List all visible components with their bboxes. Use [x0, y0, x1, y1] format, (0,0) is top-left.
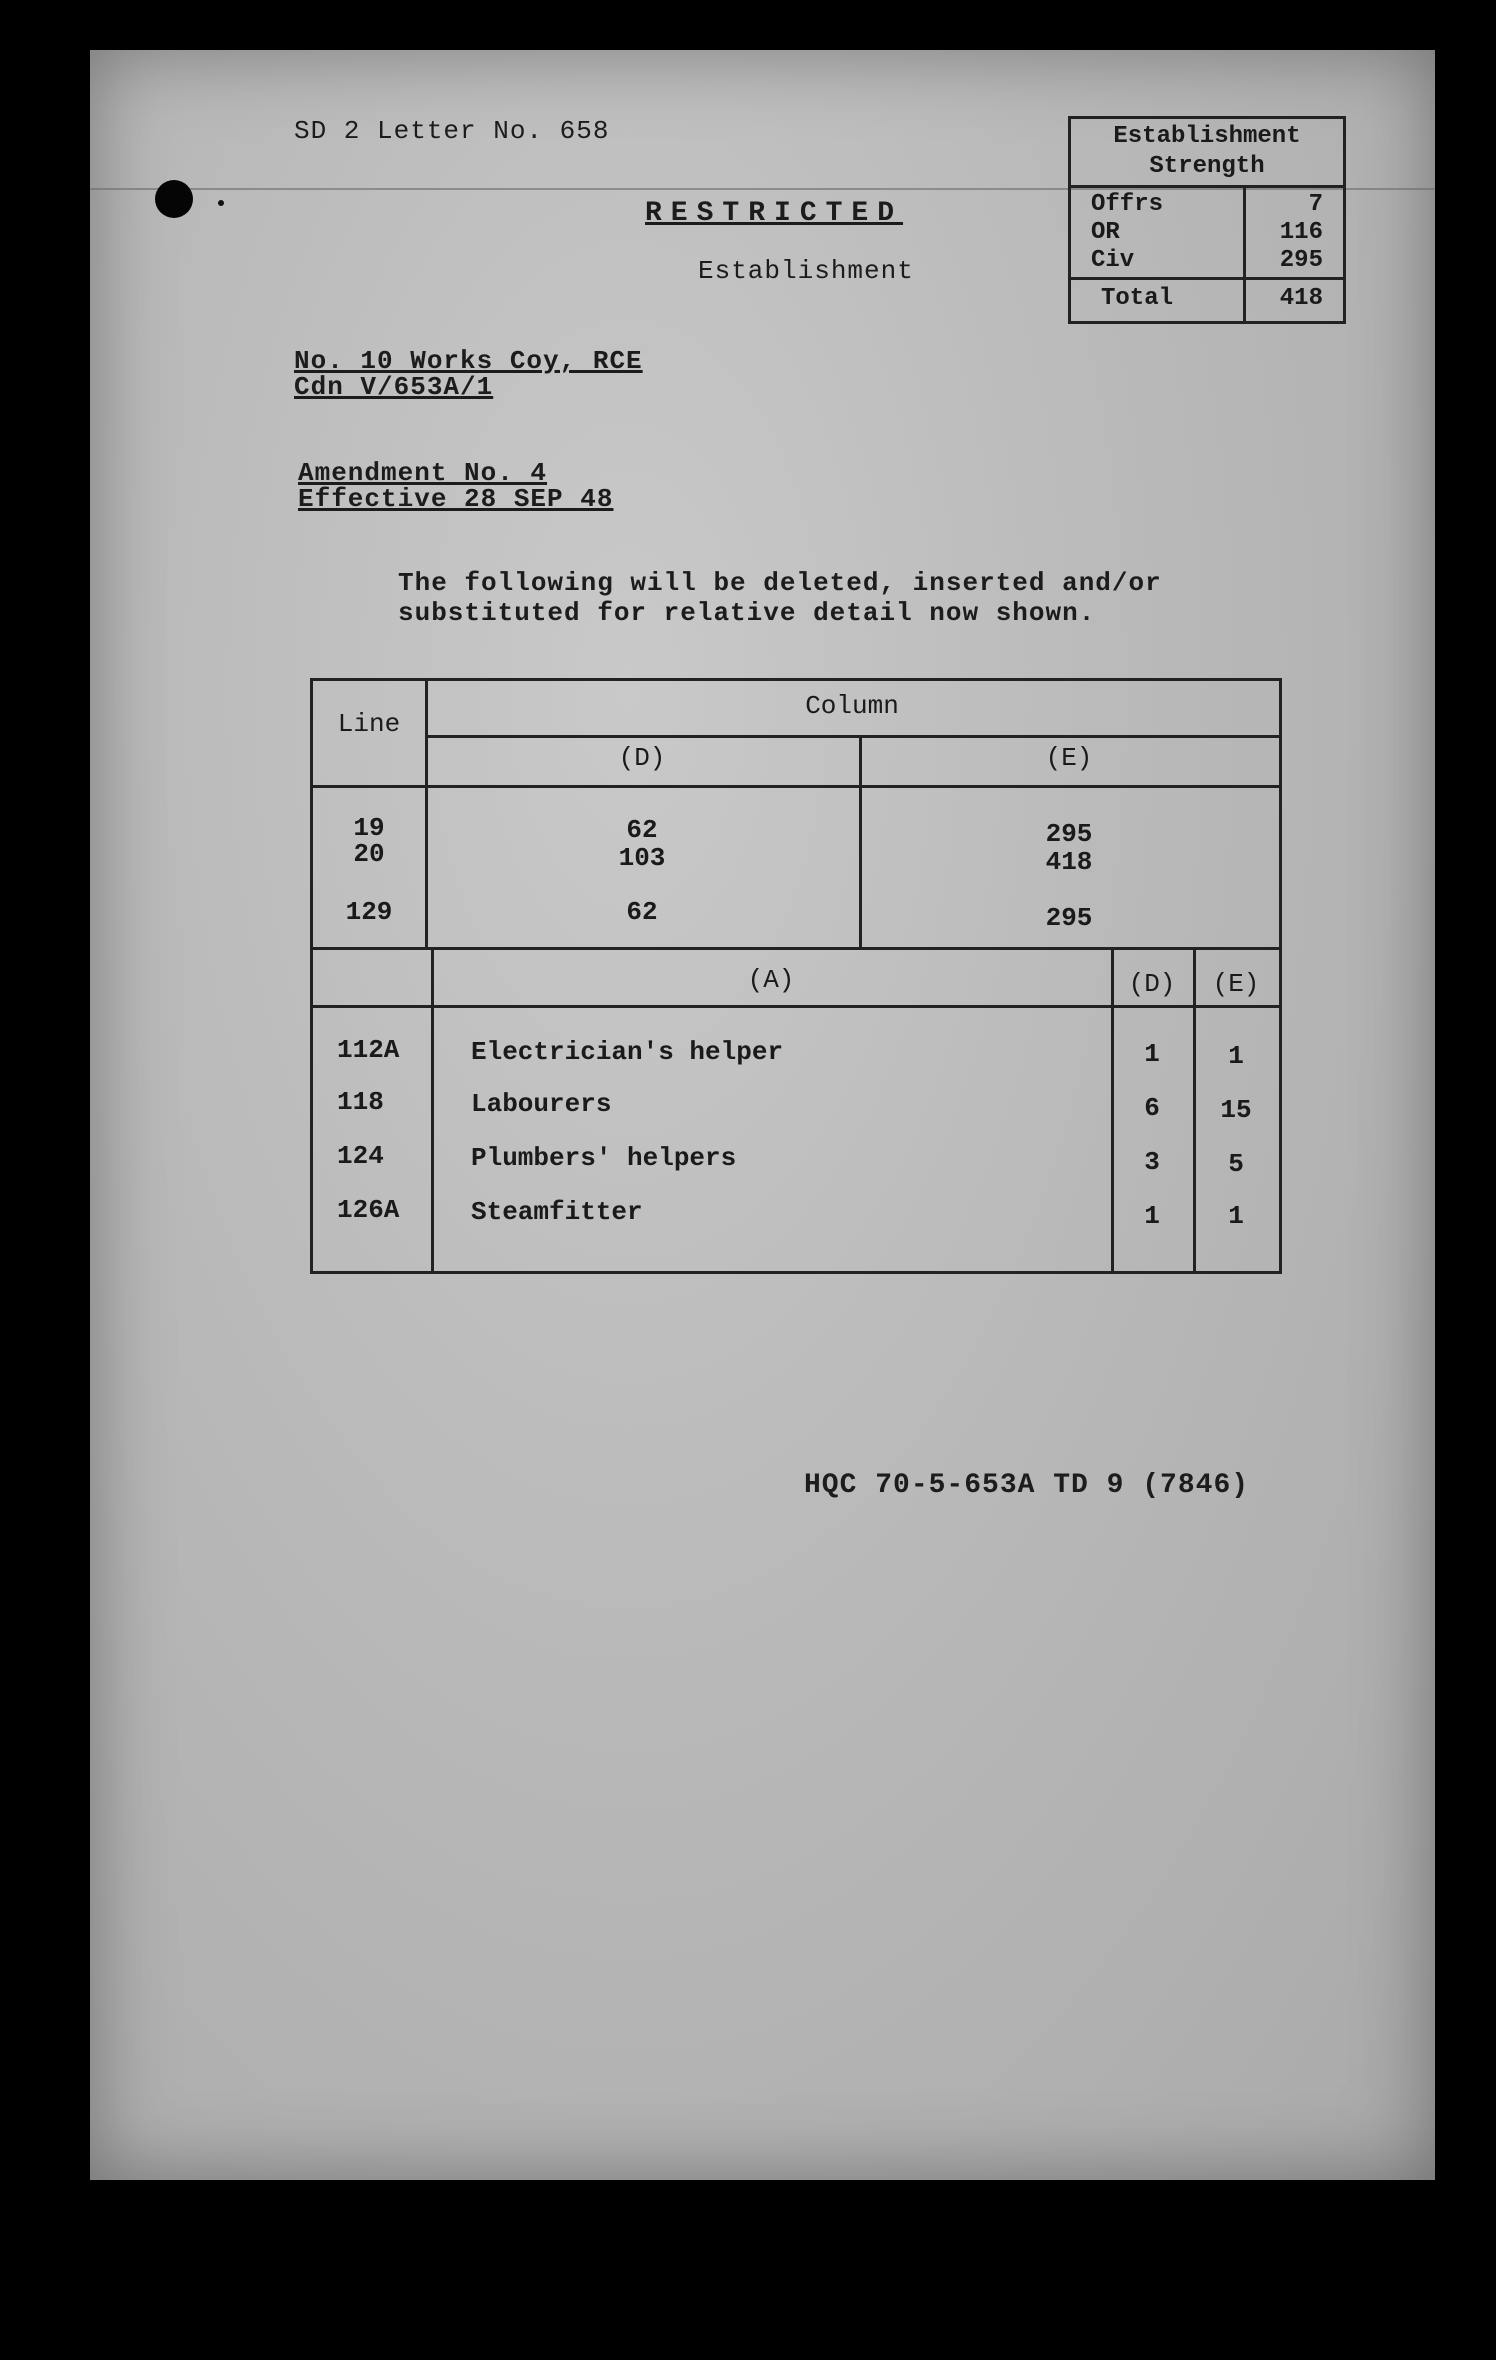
t2-row1-d: 1 [1144, 1039, 1160, 1069]
t1-row1-line: 19 [353, 813, 385, 843]
t2-row1-a: Electrician's helper [471, 1037, 784, 1067]
strength-value-civ: 295 [1279, 247, 1323, 274]
strength-label-civ: Civ [1091, 247, 1135, 274]
rule-section-split [313, 947, 1279, 950]
strength-title-line2: Strength [1149, 153, 1265, 180]
t2-row3-e: 5 [1228, 1149, 1244, 1179]
strength-title-line1: Establishment [1113, 123, 1301, 150]
t2-row4-e: 1 [1228, 1201, 1244, 1231]
t2-row1-line: 112A [337, 1035, 400, 1065]
t2-row2-e: 15 [1220, 1095, 1252, 1125]
rule-header-bottom [313, 785, 1279, 788]
letter-reference: SD 2 Letter No. 658 [294, 116, 610, 146]
amendment-number: Amendment No. 4 [298, 458, 548, 488]
unit-code: Cdn V/653A/1 [294, 372, 494, 402]
t2-row2-line: 118 [337, 1087, 384, 1117]
t2-row4-line: 126A [337, 1195, 400, 1225]
rule-column-split [425, 735, 1279, 738]
intro-line-1: The following will be deleted, inserted and/or [398, 568, 1162, 598]
amendment-table [310, 678, 1282, 1274]
header-col-e: (E) [1045, 743, 1093, 773]
t1-row1-d: 62 [626, 815, 658, 845]
strength-value-or: 116 [1279, 219, 1323, 246]
strength-value-offrs: 7 [1308, 191, 1323, 218]
strength-total-rule [1071, 277, 1343, 280]
t1-row3-e: 295 [1045, 903, 1093, 933]
t1-row1-e: 295 [1045, 819, 1093, 849]
strength-divider [1243, 185, 1246, 321]
file-reference: HQC 70-5-653A TD 9 (7846) [804, 1470, 1250, 1501]
strength-total-value: 418 [1279, 285, 1323, 312]
t1-row2-d: 103 [618, 843, 666, 873]
header-col-a: (A) [747, 965, 795, 995]
t1-row2-e: 418 [1045, 847, 1093, 877]
document-subtitle: Establishment [698, 256, 914, 286]
t2-row4-a: Steamfitter [471, 1197, 643, 1227]
t2-row2-d: 6 [1144, 1093, 1160, 1123]
strength-box-header [1071, 119, 1343, 188]
t2-row2-a: Labourers [471, 1089, 612, 1119]
t2-row4-d: 1 [1144, 1201, 1160, 1231]
header-col-d: (D) [618, 743, 666, 773]
establishment-strength-box [1068, 116, 1346, 324]
classification-heading: RESTRICTED [645, 198, 904, 229]
t2-row3-line: 124 [337, 1141, 384, 1171]
strength-label-or: OR [1091, 219, 1120, 246]
unit-name: No. 10 Works Coy, RCE [294, 346, 643, 376]
t2-row1-e: 1 [1228, 1041, 1244, 1071]
t1-row2-line: 20 [353, 839, 385, 869]
t1-row3-line: 129 [345, 897, 393, 927]
strength-label-offrs: Offrs [1091, 191, 1164, 218]
intro-line-2: substituted for relative detail now shown. [398, 598, 1096, 628]
t1-row3-d: 62 [626, 897, 658, 927]
rule-line-col-2 [431, 947, 434, 1271]
header2-col-e: (E) [1212, 969, 1260, 999]
ink-dot [218, 200, 224, 206]
strength-total-label: Total [1101, 285, 1174, 312]
header2-col-d: (D) [1128, 969, 1176, 999]
header-column: Column [805, 691, 899, 721]
amendment-effective: Effective 28 SEP 48 [298, 484, 614, 514]
t2-row3-a: Plumbers' helpers [471, 1143, 737, 1173]
header-line: Line [337, 709, 401, 739]
punch-hole [155, 180, 193, 218]
rule-section2-header [313, 1005, 1279, 1008]
t2-row3-d: 3 [1144, 1147, 1160, 1177]
